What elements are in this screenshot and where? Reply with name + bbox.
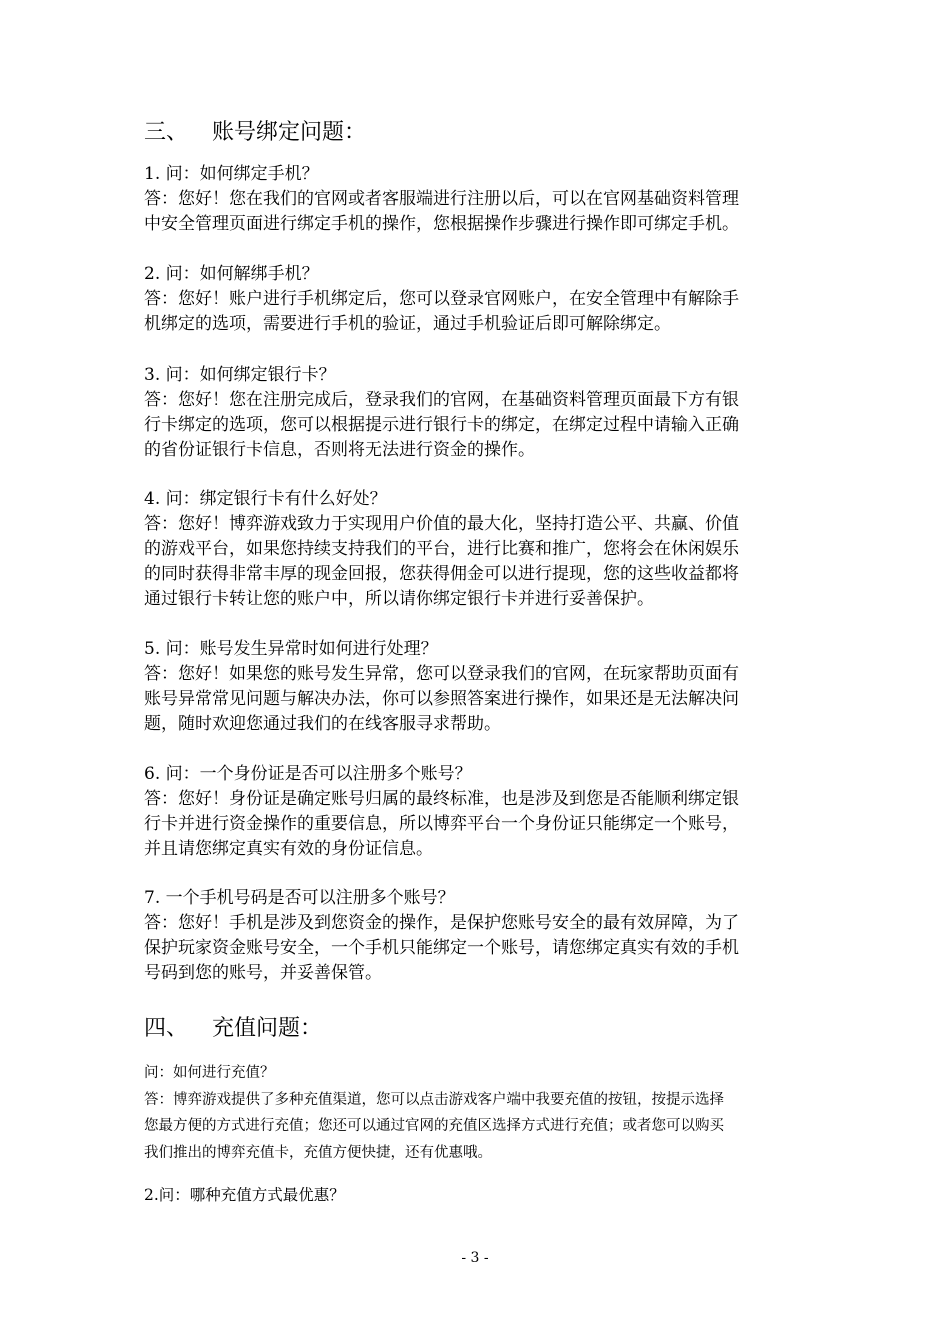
- answer-line: 行卡绑定的选项，您可以根据提示进行银行卡的绑定，在绑定过程中请输入正确: [144, 415, 739, 435]
- section-title: 充值问题：: [212, 1016, 323, 1041]
- section-heading-recharge: [144, 1014, 322, 1044]
- answer: [144, 512, 824, 612]
- answer-line: 题，随时欢迎您通过我们的在线客服寻求帮助。: [144, 714, 501, 734]
- answer: [144, 787, 824, 862]
- answer-line: 并且请您绑定真实有效的身份证信息。: [144, 839, 433, 859]
- section-number: 三、: [144, 120, 189, 145]
- answer-line: 号码到您的账号，并妥善保管。: [144, 963, 382, 983]
- question: 2.问：哪种充值方式最优惠？: [144, 1186, 345, 1204]
- qa-item-2: [144, 262, 824, 337]
- qa-item-4: [144, 487, 824, 612]
- qa-item-7: [144, 886, 824, 986]
- answer-line: 答：您好！如果您的账号发生异常，您可以登录我们的官网，在玩家帮助页面有: [144, 664, 739, 684]
- answer-line: 答：您好！手机是涉及到您资金的操作，是保护您账号安全的最有效屏障，为了: [144, 913, 739, 933]
- answer-line: 答：您好！账户进行手机绑定后，您可以登录官网账户，在安全管理中有解除手: [144, 289, 739, 309]
- question: 3. 问：如何绑定银行卡？: [144, 365, 336, 385]
- answer-line: 答：您好！您在注册完成后，登录我们的官网，在基础资料管理页面最下方有银: [144, 390, 739, 410]
- answer: [144, 1087, 824, 1167]
- answer: [144, 662, 824, 737]
- answer-line: 机绑定的选项，需要进行手机的验证，通过手机验证后即可解除绑定。: [144, 314, 671, 334]
- answer: [144, 388, 824, 463]
- answer-line: 我们推出的博弈充值卡，充值方便快捷，还有优惠哦。: [144, 1144, 492, 1161]
- qa-item-3: [144, 363, 824, 463]
- section-title: 账号绑定问题：: [212, 120, 367, 145]
- question: 6. 问：一个身份证是否可以注册多个账号？: [144, 764, 472, 784]
- answer: [144, 187, 824, 237]
- question: 1. 问：如何绑定手机？: [144, 164, 319, 184]
- section-heading-account-binding: [144, 118, 366, 148]
- answer: [144, 911, 824, 986]
- answer-line: 您最方便的方式进行充值；您还可以通过官网的充值区选择方式进行充值；或者您可以购买: [144, 1118, 724, 1134]
- answer-line: 保护玩家资金账号安全，一个手机只能绑定一个账号，请您绑定真实有效的手机: [144, 938, 739, 958]
- qa-item-1: [144, 162, 824, 237]
- answer-line: 账号异常常见问题与解决办法，你可以参照答案进行操作，如果还是无法解决问: [144, 689, 739, 709]
- question: 4. 问：绑定银行卡有什么好处？: [144, 489, 387, 509]
- answer-line: 行卡并进行资金操作的重要信息，所以博弈平台一个身份证只能绑定一个账号，: [144, 814, 739, 834]
- answer-line: 的同时获得非常丰厚的现金回报，您获得佣金可以进行提现，您的这些收益都将: [144, 564, 739, 584]
- answer-line: 答：您好！身份证是确定账号归属的最终标准，也是涉及到您是否能顺利绑定银: [144, 789, 739, 809]
- answer-line: 中安全管理页面进行绑定手机的操作，您根据操作步骤进行操作即可绑定手机。: [144, 214, 739, 234]
- answer: [144, 287, 824, 337]
- answer-line: 的省份证银行卡信息，否则将无法进行资金的操作。: [144, 440, 535, 460]
- qa-item-recharge-1: [144, 1060, 824, 1166]
- question: 5. 问：账号发生异常时如何进行处理？: [144, 639, 438, 659]
- answer-line: 通过银行卡转让您的账户中，所以请你绑定银行卡并进行妥善保护。: [144, 589, 654, 609]
- answer-line: 答：博弈游戏提供了多种充值渠道，您可以点击游戏客户端中我要充值的按钮，按提示选择: [144, 1091, 724, 1108]
- section-number: 四、: [144, 1016, 189, 1041]
- answer-line: 答：您好！博弈游戏致力于实现用户价值的最大化，坚持打造公平、共赢、价值: [144, 514, 739, 534]
- question: 问：如何进行充值？: [144, 1065, 275, 1081]
- answer-line: 的游戏平台，如果您持续支持我们的平台，进行比赛和推广，您将会在休闲娱乐: [144, 539, 739, 559]
- question: 7. 一个手机号码是否可以注册多个账号？: [144, 888, 455, 908]
- qa-item-6: [144, 762, 824, 862]
- question: 2. 问：如何解绑手机？: [144, 264, 319, 284]
- page-number: - 3 -: [461, 1250, 489, 1266]
- qa-item-5: [144, 637, 824, 737]
- answer-line: 答：您好！您在我们的官网或者客服端进行注册以后，可以在官网基础资料管理: [144, 189, 739, 209]
- qa-item-recharge-2: [144, 1183, 824, 1208]
